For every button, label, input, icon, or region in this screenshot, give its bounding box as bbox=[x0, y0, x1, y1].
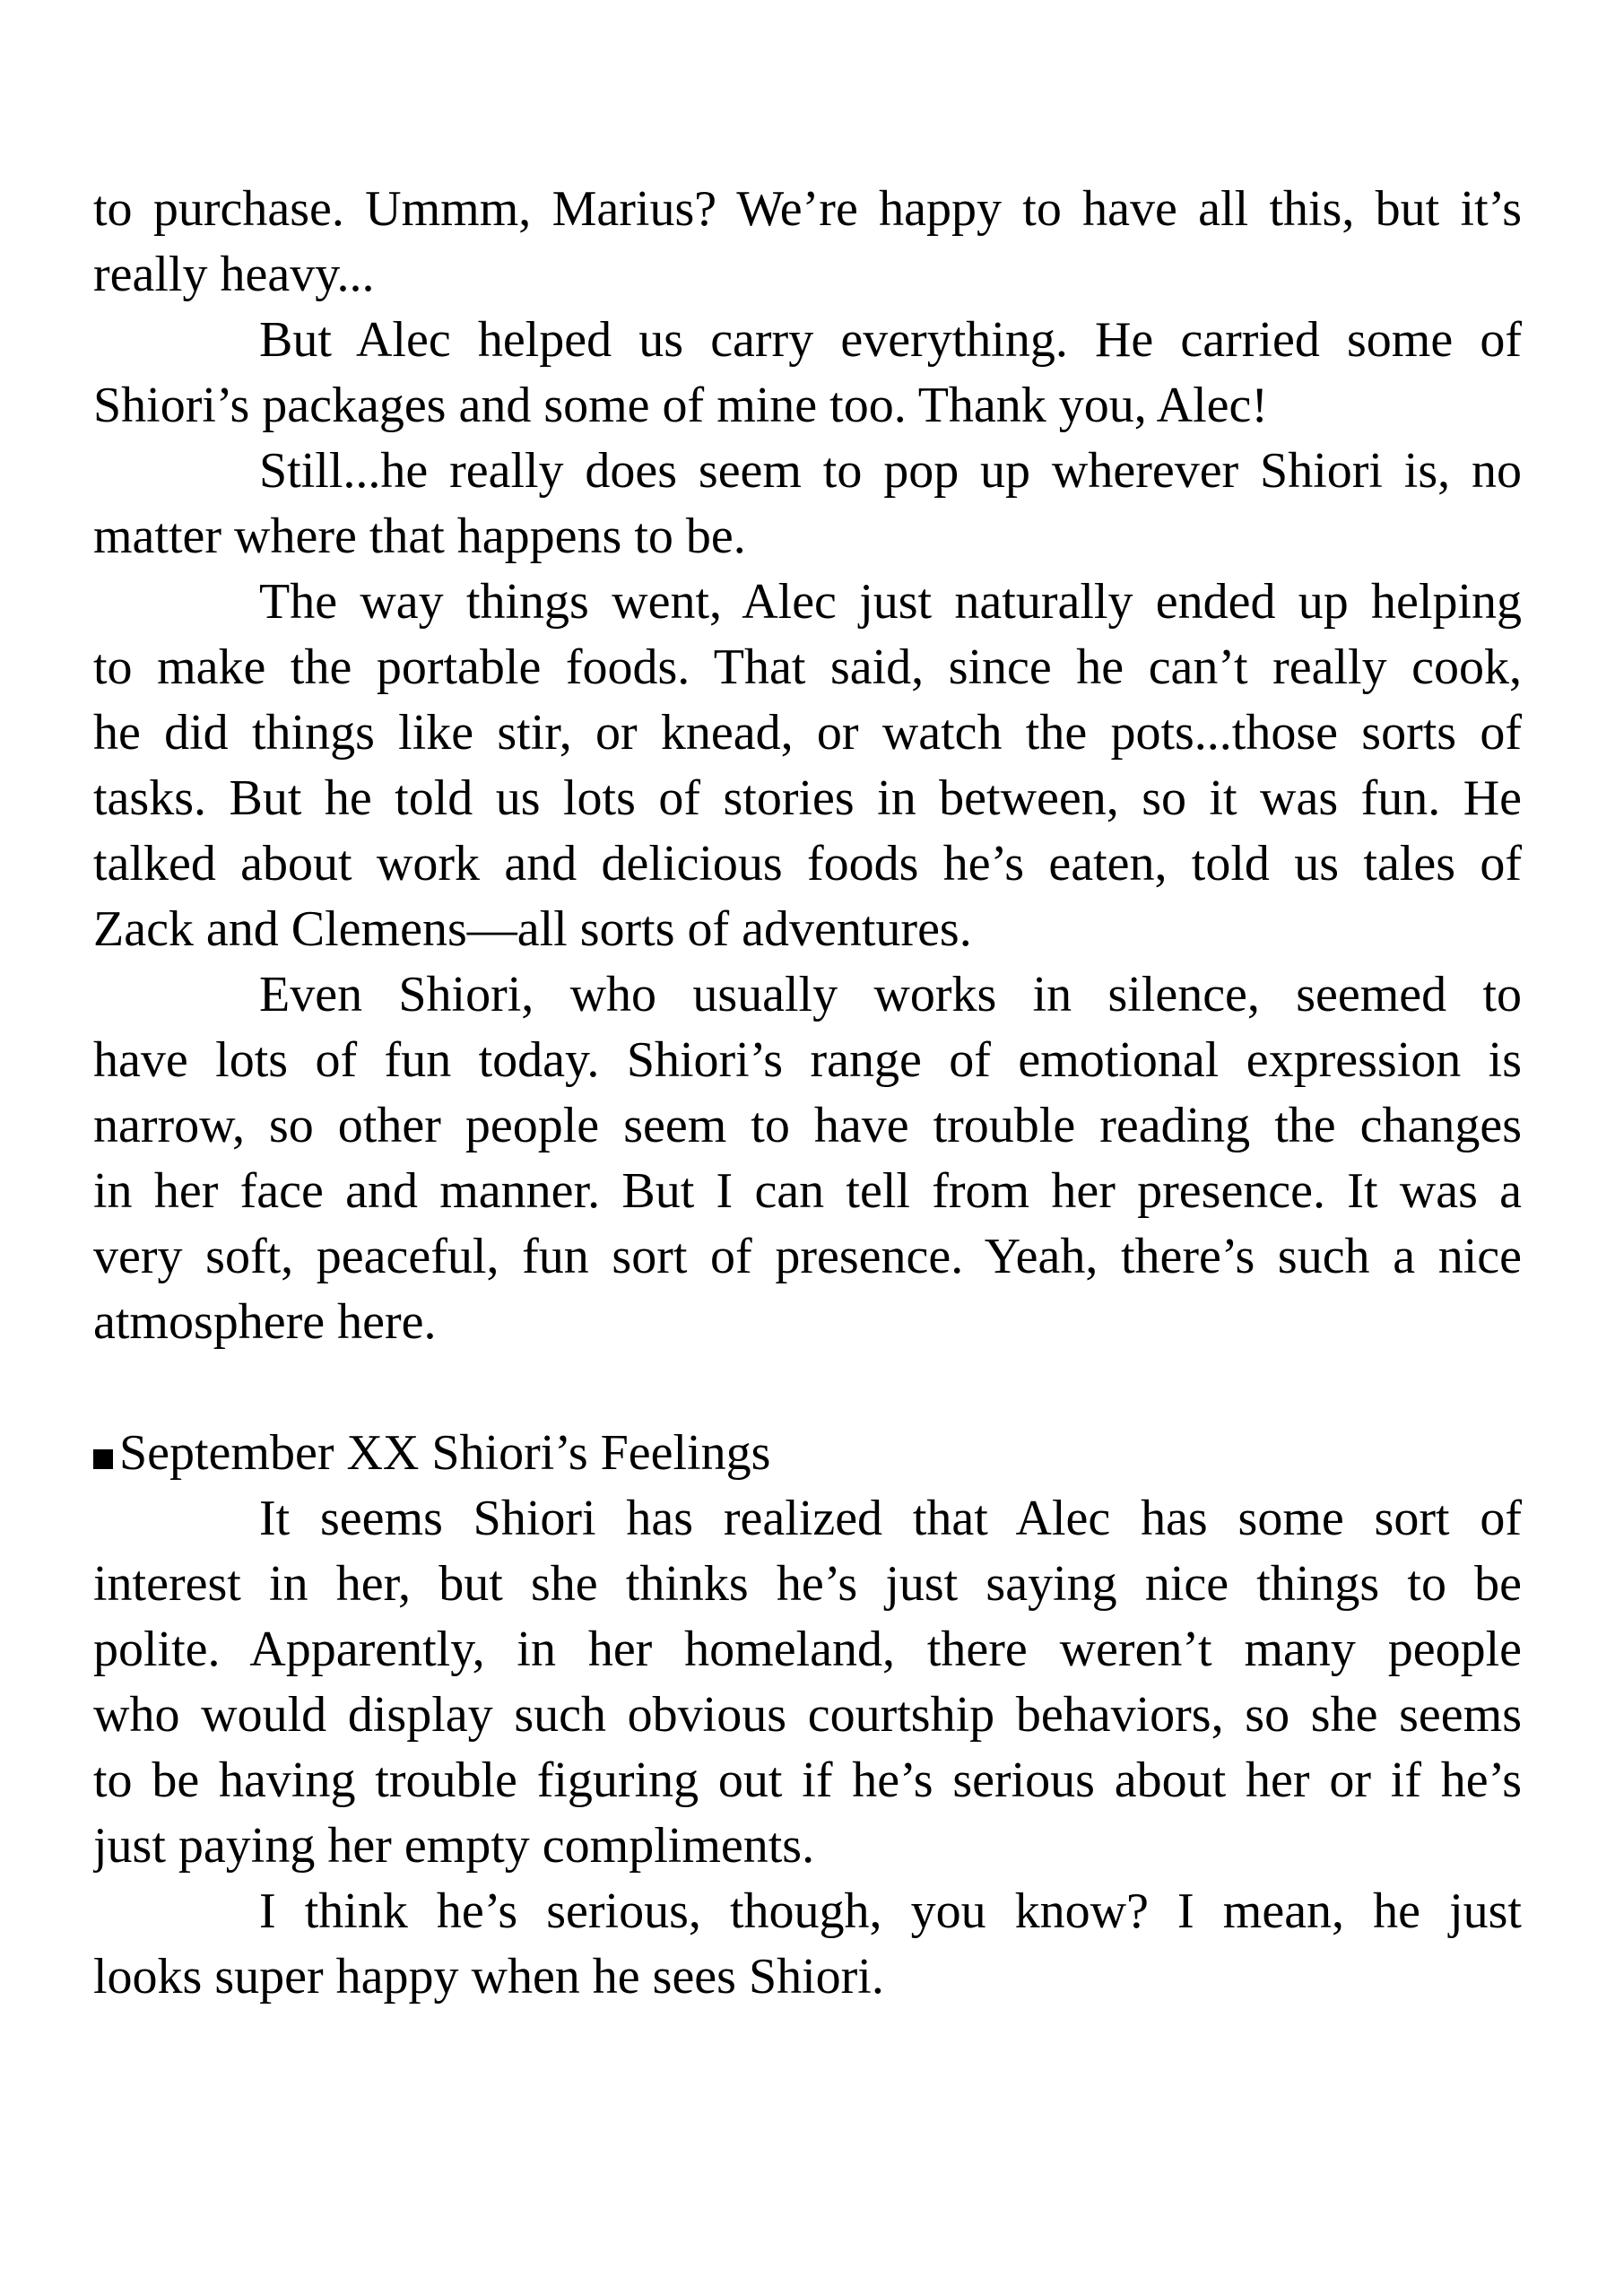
paragraph bbox=[93, 439, 1522, 570]
paragraph bbox=[93, 1879, 1522, 2010]
text-line: matter where that happens to be. bbox=[93, 509, 746, 564]
text-line: tasks. But he told us lots of stories in between, so it was fun. He bbox=[93, 770, 1522, 826]
text-line: interest in her, but she thinks he’s just saying nice things to be bbox=[93, 1556, 1522, 1612]
paragraph bbox=[93, 177, 1522, 308]
text-line: narrow, so other people seem to have trouble reading the changes bbox=[93, 1098, 1522, 1153]
text-line: Zack and Clemens—all sorts of adventures. bbox=[93, 901, 972, 957]
paragraph bbox=[93, 570, 1522, 962]
text-line: really heavy... bbox=[93, 247, 375, 302]
section-spacer bbox=[93, 1355, 1522, 1421]
section-bullet-icon bbox=[93, 1449, 113, 1469]
paragraph bbox=[93, 1486, 1522, 1879]
text-line: he did things like stir, or knead, or watch the pots...those sorts of bbox=[93, 705, 1522, 761]
section-heading bbox=[93, 1421, 1522, 1486]
text-line: Shiori’s packages and some of mine too. Thank you, Alec! bbox=[93, 378, 1269, 433]
text-line: Even Shiori, who usually works in silence, seemed to bbox=[259, 967, 1522, 1022]
text-line: Still...he really does seem to pop up wherever Shiori is, no bbox=[259, 443, 1522, 499]
text-line: I think he’s serious, though, you know? I mean, he just bbox=[259, 1883, 1522, 1939]
text-line: talked about work and delicious foods he’s eaten, told us tales of bbox=[93, 836, 1522, 891]
text-line: It seems Shiori has realized that Alec has some sort of bbox=[259, 1491, 1522, 1546]
text-line: just paying her empty compliments. bbox=[93, 1818, 815, 1874]
text-line: atmosphere here. bbox=[93, 1294, 437, 1350]
text-line: in her face and manner. But I can tell from her presence. It was a bbox=[93, 1163, 1522, 1219]
text-line: have lots of fun today. Shiori’s range of emotional expression is bbox=[93, 1032, 1522, 1088]
book-page bbox=[93, 177, 1522, 2010]
text-line: polite. Apparently, in her homeland, there weren’t many people bbox=[93, 1622, 1522, 1677]
section-heading-text: September XX Shiori’s Feelings bbox=[119, 1425, 771, 1481]
text-line: to purchase. Ummm, Marius? We’re happy to have all this, but it’s bbox=[93, 181, 1522, 237]
paragraph bbox=[93, 308, 1522, 439]
paragraph bbox=[93, 962, 1522, 1355]
text-line: who would display such obvious courtship behaviors, so she seems bbox=[93, 1687, 1522, 1743]
text-line: looks super happy when he sees Shiori. bbox=[93, 1949, 884, 2005]
text-line: to make the portable foods. That said, since he can’t really cook, bbox=[93, 639, 1522, 695]
text-line: very soft, peaceful, fun sort of presence. Yeah, there’s such a nice bbox=[93, 1229, 1522, 1284]
text-line: But Alec helped us carry everything. He carried some of bbox=[259, 312, 1522, 368]
text-line: to be having trouble figuring out if he’s serious about her or if he’s bbox=[93, 1752, 1522, 1808]
text-line: The way things went, Alec just naturally ended up helping bbox=[259, 574, 1522, 630]
